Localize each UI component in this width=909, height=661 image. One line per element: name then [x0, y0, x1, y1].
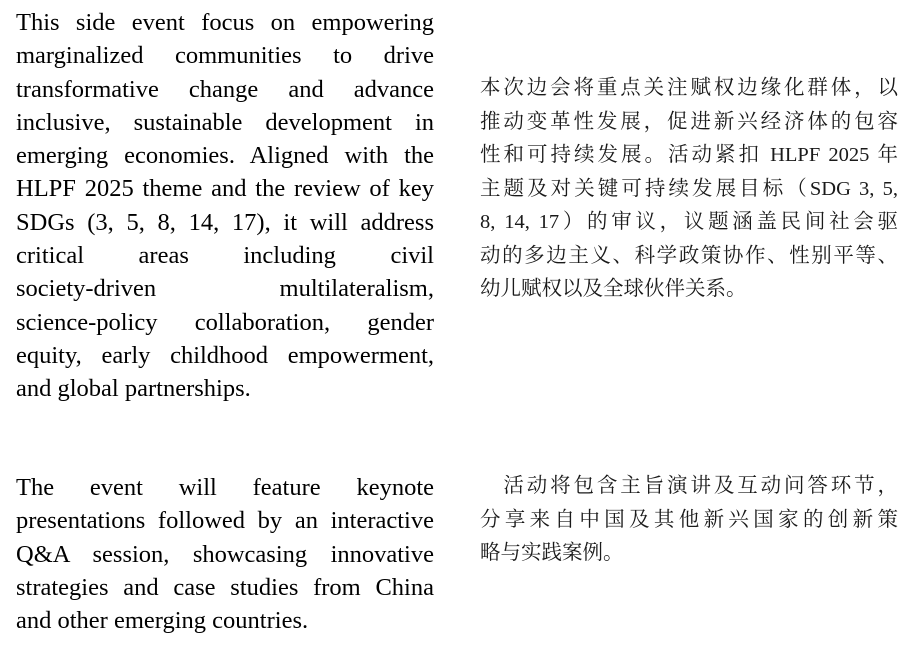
english-paragraph-overview: [16, 6, 434, 406]
text-line: 分享来自中国及其他新兴国家的创新策: [480, 508, 898, 531]
text-line: presentations followed by an interactive: [16, 507, 434, 535]
text-line: 推动变革性发展，促进新兴经济体的包容: [480, 110, 898, 133]
text-line: 幼儿赋权以及全球伙伴关系。: [480, 278, 747, 300]
text-line: 活动将包含主旨演讲及互动问答环节，: [480, 475, 898, 497]
chinese-paragraph-overview: [480, 72, 898, 307]
text-line: transformative change and advance: [16, 75, 434, 103]
text-line: 动的多边主义、科学政策协作、性别平等、: [480, 244, 898, 267]
text-line: equity, early childhood empowerment,: [16, 341, 434, 369]
text-line: and other emerging countries.: [16, 607, 309, 635]
text-line: marginalized communities to drive: [16, 42, 434, 70]
text-line: Q&A session, showcasing innovative: [16, 540, 434, 568]
text-line: 主题及对关键可持续发展目标（SDG 3, 5,: [480, 177, 898, 200]
text-line: 本次边会将重点关注赋权边缘化群体，以: [480, 77, 898, 99]
text-line: critical areas including civil: [16, 242, 434, 270]
text-line: and global partnerships.: [16, 375, 251, 403]
chinese-paragraph-format: [480, 470, 898, 571]
english-paragraph-format: [16, 471, 434, 637]
text-line: HLPF 2025 theme and the review of key: [16, 175, 434, 203]
text-line: SDGs (3, 5, 8, 14, 17), it will address: [16, 208, 434, 236]
text-line: science-policy collaboration, gender: [16, 308, 434, 336]
text-line: inclusive, sustainable development in: [16, 108, 434, 136]
text-line: The event will feature keynote: [16, 474, 434, 501]
text-line: 8, 14, 17）的审议，议题涵盖民间社会驱: [480, 211, 898, 233]
text-line: emerging economies. Aligned with the: [16, 142, 434, 170]
text-line: 略与实践案例。: [480, 542, 624, 564]
text-line: strategies and case studies from China: [16, 573, 434, 601]
text-line: 性和可持续发展。活动紧扣 HLPF 2025 年: [480, 144, 898, 166]
text-line: society-driven multilateralism,: [16, 275, 434, 303]
text-line: This side event focus on empowering: [16, 9, 434, 36]
